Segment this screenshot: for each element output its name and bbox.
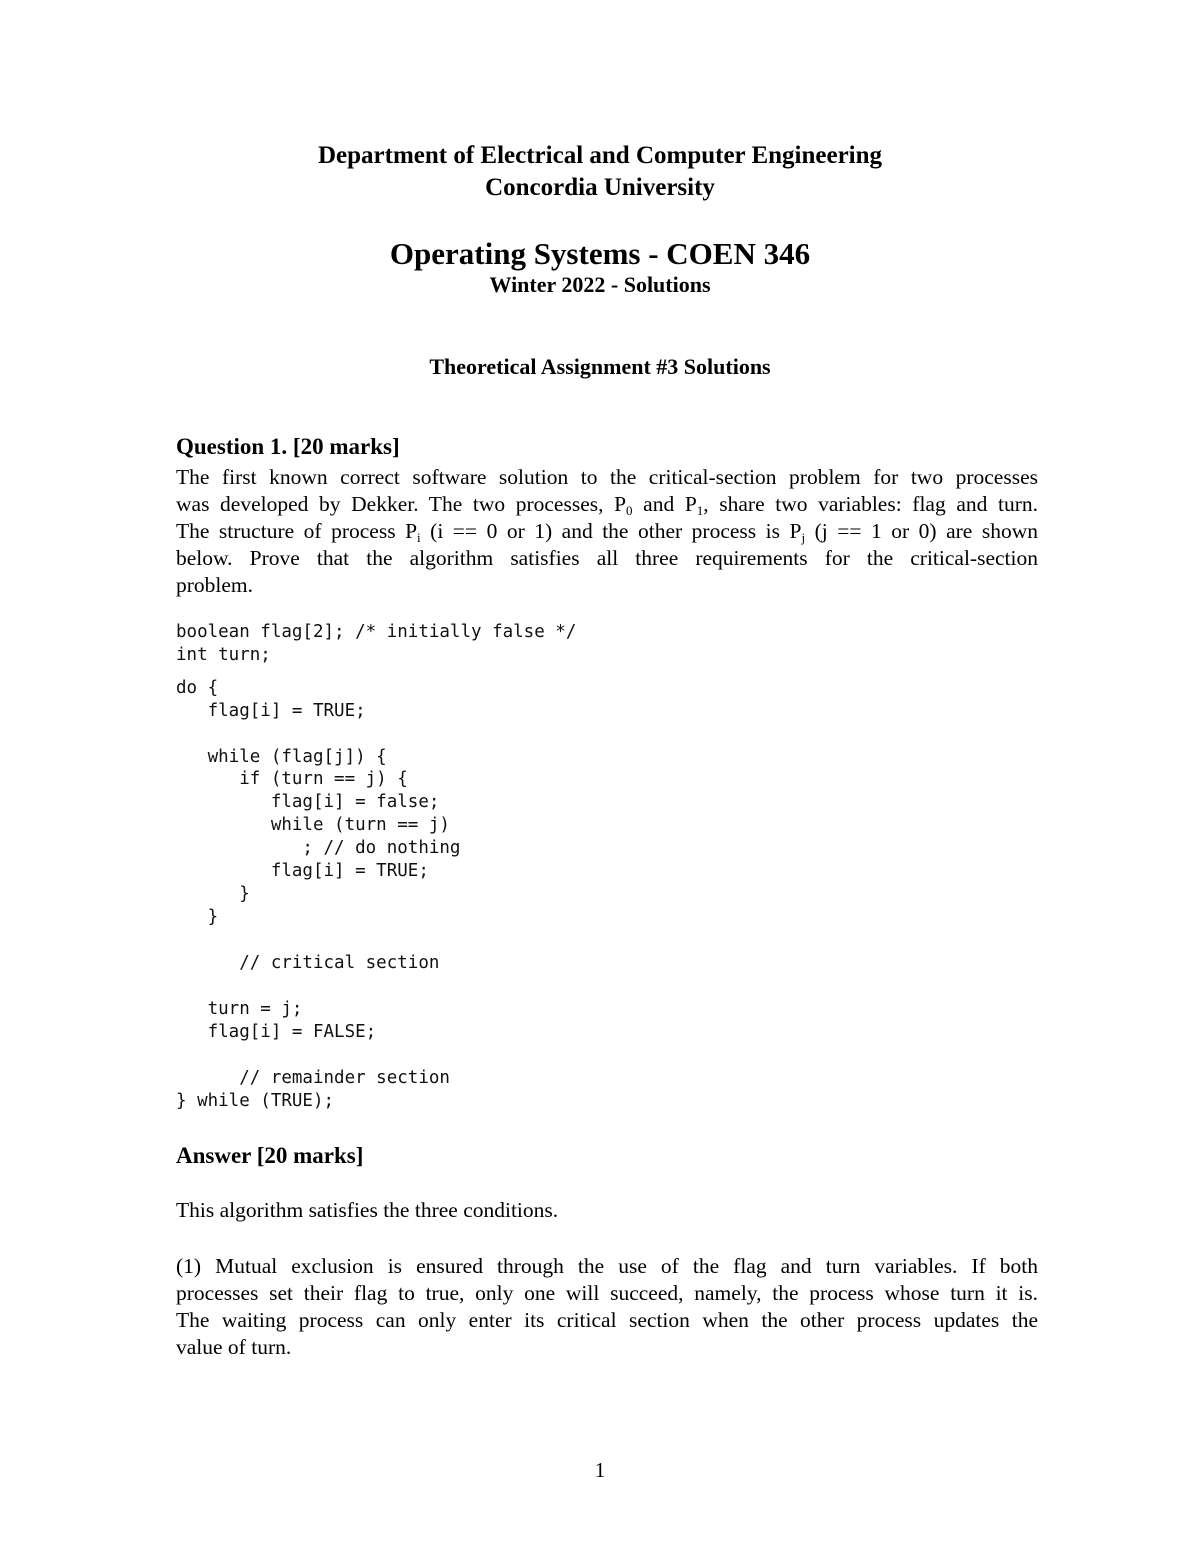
question-1-heading: Question 1. [20 marks] (176, 434, 400, 459)
code-line: flag[i] = false; (176, 792, 440, 812)
university-heading: Concordia University (485, 174, 715, 201)
answer-point-1 (176, 1253, 1038, 1361)
page-number: 1 (594, 1458, 606, 1482)
answer-heading: Answer [20 marks] (176, 1143, 364, 1168)
answer-line: processes set their flag to true, only one will succeed, namely, the process whose turn it is. (176, 1281, 1038, 1305)
question-line: The first known correct software solution to the critical-section problem for two processes (176, 465, 1038, 489)
question-line: below. Prove that the algorithm satisfies all three requirements for the critical-section (176, 546, 1038, 570)
code-line: ; // do nothing (176, 838, 461, 858)
code-line: if (turn == j) { (176, 769, 408, 789)
question-line: The structure of process $P_i$ (i == 0 or 1) and the other process is $P_j$ (j == 1 or 0) are shown (176, 519, 1038, 545)
code-line: while (flag[j]) { (176, 747, 387, 767)
term-subtitle: Winter 2022 - Solutions (489, 272, 711, 297)
code-line: while (turn == j) (176, 815, 450, 835)
course-title: Operating Systems - COEN 346 (389, 236, 811, 271)
code-line: // remainder section (176, 1068, 450, 1088)
assignment-title: Theoretical Assignment #3 Solutions (429, 354, 771, 379)
code-line: int turn; (176, 645, 271, 665)
question-line: was developed by Dekker. The two processes, $P_0$ and $P_1$, share two variables: flag and turn. (176, 492, 1038, 518)
code-line: flag[i] = FALSE; (176, 1022, 377, 1042)
code-line: } (176, 884, 250, 904)
code-line: // critical section (176, 953, 440, 973)
code-line: } (176, 907, 219, 927)
answer-line: The waiting process can only enter its critical section when the other process updates the (176, 1308, 1038, 1332)
department-heading: Department of Electrical and Computer Engineering (317, 142, 883, 169)
code-line: do { (176, 678, 219, 698)
code-line: turn = j; (176, 999, 303, 1019)
code-line: } while (TRUE); (176, 1091, 335, 1111)
code-line: flag[i] = TRUE; (176, 861, 429, 881)
answer-line: value of turn. (176, 1335, 292, 1359)
question-line: problem. (176, 573, 254, 597)
code-line: boolean flag[2]; /* initially false */ (176, 622, 577, 642)
answer-intro: This algorithm satisfies the three conditions. (176, 1198, 559, 1222)
code-line: flag[i] = TRUE; (176, 701, 366, 721)
question-1-text (176, 464, 1038, 599)
answer-line: (1) Mutual exclusion is ensured through the use of the flag and turn variables. If both (176, 1254, 1038, 1278)
